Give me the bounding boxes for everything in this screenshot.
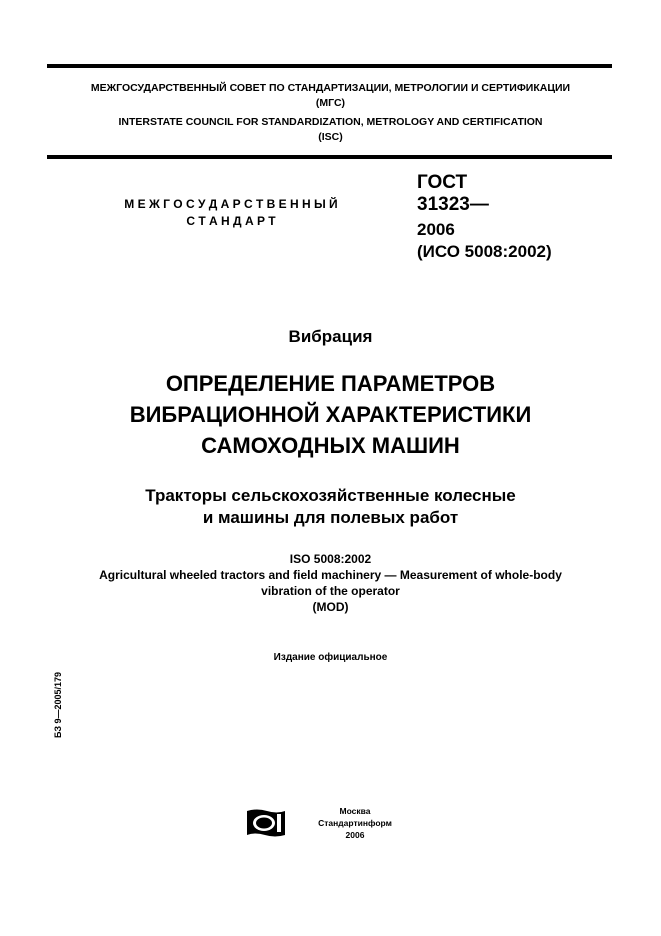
- subtitle: [0, 485, 661, 529]
- top-rule: [47, 64, 612, 68]
- council-ru: МЕЖГОСУДАРСТВЕННЫЙ СОВЕТ ПО СТАНДАРТИЗАЦИИ, МЕТРОЛОГИИ И СЕРТИФИКАЦИИ: [90, 82, 571, 94]
- council-abbr-ru: (МГС): [315, 97, 346, 109]
- publisher-year: 2006: [345, 830, 365, 840]
- standard-type-line: С Т А Н Д А Р Т: [186, 214, 276, 228]
- subject: Вибрация: [288, 327, 373, 346]
- publisher: [295, 805, 415, 841]
- designation-line: (ИСО 5008:2002): [417, 242, 552, 261]
- title-line: ВИБРАЦИОННОЙ ХАРАКТЕРИСТИКИ: [129, 402, 532, 427]
- title-line: САМОХОДНЫХ МАШИН: [201, 433, 460, 458]
- publisher-logo-icon: [247, 808, 285, 838]
- title-line: ОПРЕДЕЛЕНИЕ ПАРАМЕТРОВ: [165, 371, 496, 396]
- council-en: INTERSTATE COUNCIL FOR STANDARDIZATION, METROLOGY AND CERTIFICATION: [118, 116, 543, 128]
- iso-line: Agricultural wheeled tractors and field machinery — Measurement of whole-body: [99, 568, 562, 582]
- iso-line: (MOD): [312, 600, 349, 614]
- document-title: [0, 368, 661, 461]
- publisher-city: Москва: [339, 806, 371, 816]
- iso-reference: [0, 551, 661, 615]
- subtitle-line: Тракторы сельскохозяйственные колесные: [145, 486, 516, 505]
- edition-label: Издание официальное: [273, 652, 388, 663]
- designation-line: 31323—: [417, 194, 489, 215]
- designation-line: ГОСТ: [417, 172, 468, 193]
- iso-line: ISO 5008:2002: [289, 552, 372, 566]
- side-code: БЗ 9—2005/179: [53, 671, 63, 739]
- standard-type-line: М Е Ж Г О С У Д А Р С Т В Е Н Н Ы Й: [124, 197, 338, 211]
- header-rule: [47, 155, 612, 159]
- designation: [417, 172, 552, 263]
- publisher-name: Стандартинформ: [318, 818, 392, 828]
- standard-type: [100, 196, 362, 230]
- council-abbr-en: (ISC): [318, 131, 343, 143]
- iso-line: vibration of the operator: [261, 584, 400, 598]
- designation-line: 2006: [417, 220, 455, 239]
- subtitle-line: и машины для полевых работ: [202, 508, 459, 527]
